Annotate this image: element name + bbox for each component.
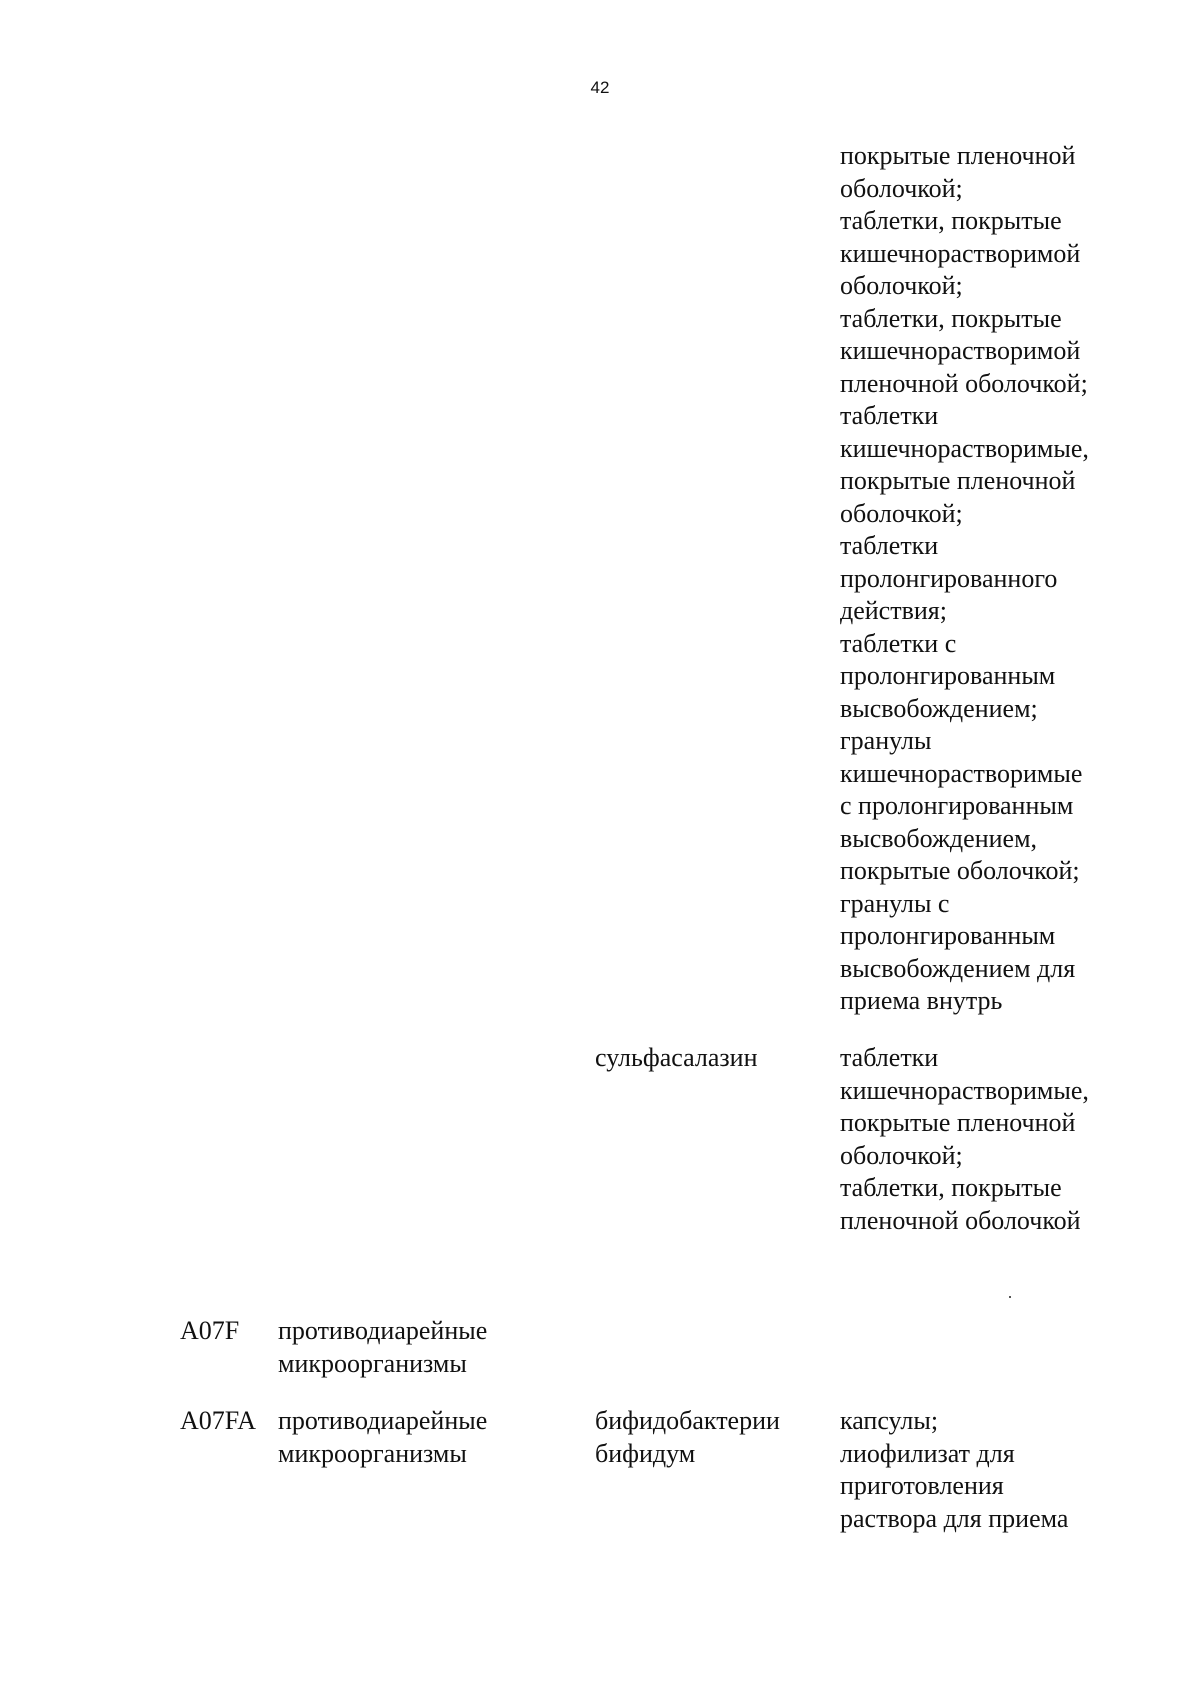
dosage-forms-cell: таблетки кишечнорастворимые, покрытые пленочной оболочкой; таблетки, покрытые пленочной оболочкой bbox=[840, 1043, 1089, 1235]
drug-name-cell: бифидобактерии бифидум bbox=[595, 1406, 780, 1468]
dosage-forms-cell: капсулы; лиофилизат для приготовления раствора для приема bbox=[840, 1406, 1069, 1533]
atc-group-cell: противодиарейные микроорганизмы bbox=[278, 1406, 488, 1468]
atc-code-cell: A07F bbox=[180, 1316, 240, 1345]
atc-code-cell: A07FA bbox=[180, 1406, 257, 1435]
dosage-forms-cell: покрытые пленочной оболочкой; таблетки, покрытые кишечнорастворимой оболочкой; таблетки, покрытые кишечнорастворимой пленочной оболочкой; таблетки кишечнорастворимые, покрытые пленочной оболочкой; таблетки пролонгированного действия; таблетки с пролонгированным высвобождением; гранулы кишечнорастворимые с пролонгированным высвобождением, покрытые оболочкой; гранулы с пролонгированным высвобождением для приема внутрь bbox=[840, 141, 1089, 1015]
page-number: 42 bbox=[590, 78, 610, 97]
stray-mark bbox=[1009, 1296, 1011, 1298]
atc-group-cell: противодиарейные микроорганизмы bbox=[278, 1316, 488, 1378]
drug-name-cell: сульфасалазин bbox=[595, 1043, 758, 1072]
